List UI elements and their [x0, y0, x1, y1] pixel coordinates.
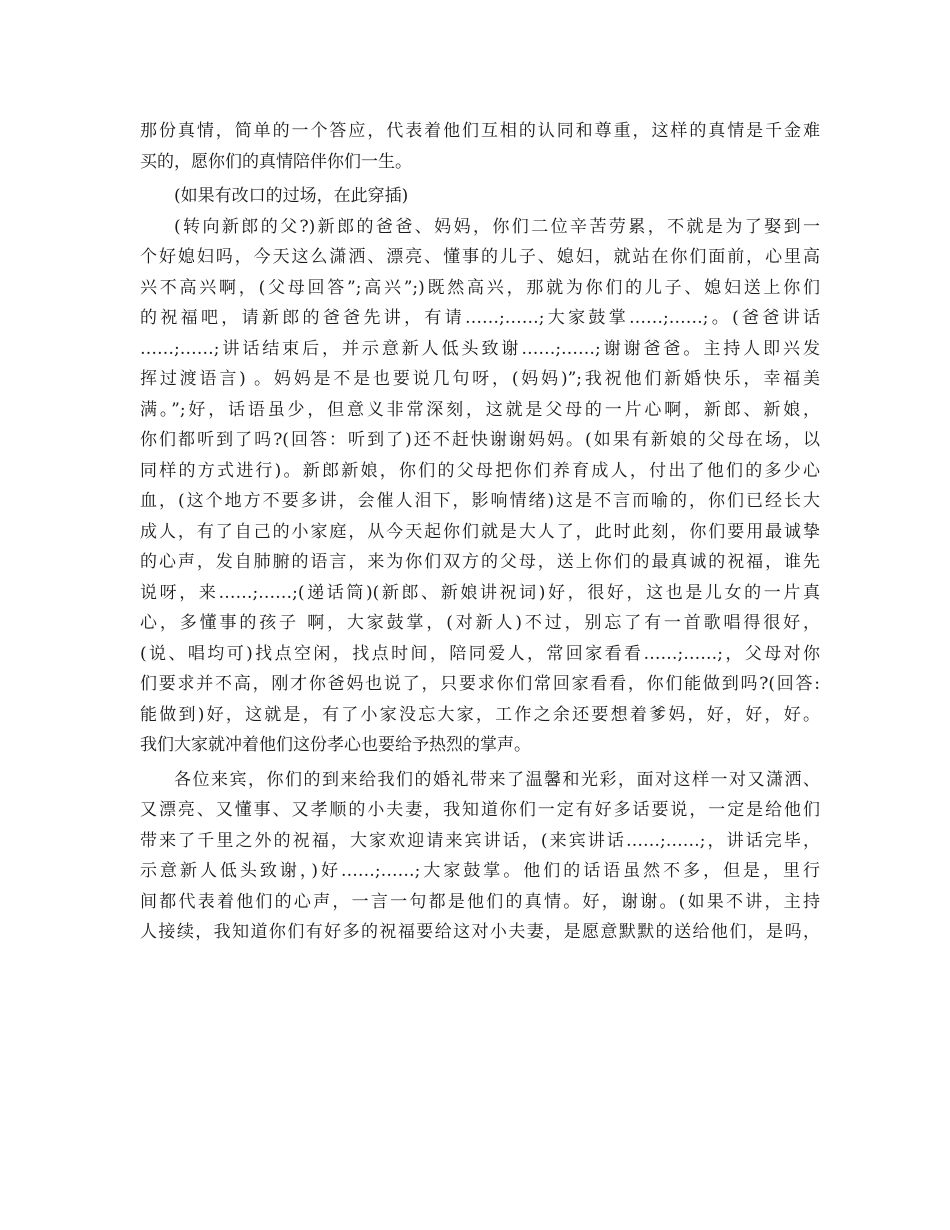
text-line: 间都代表着他们的心声，一言一句都是他们的真情。好，谢谢。(如果不讲，主持: [140, 891, 820, 912]
text-line: 我们大家就冲着他们这份孝心也要给予热烈的掌声。: [140, 735, 531, 755]
document-page: [140, 116, 820, 948]
text-line: 们要求并不高，刚才你爸妈也说了，只要求你们常回家看看，你们能做到吗?(回答:: [140, 674, 820, 694]
text-line: 买的，愿你们的真情陪伴你们一生。: [140, 151, 412, 172]
paragraph-note-name-change: [140, 181, 820, 212]
text-line: 的祝福吧，请新郎的爸爸先讲，有请……;……;大家鼓掌……;……;。(爸爸讲话: [140, 308, 820, 328]
text-line: 成人，有了自己的小家庭，从今天起你们就是大人了，此时此刻，你们要用最诚挚: [140, 521, 820, 542]
text-line: (转向新郎的父?)新郎的爸爸、妈妈，你们二位辛苦劳累，不就是为了娶到一: [174, 216, 820, 237]
text-line: 血，(这个地方不要多讲，会催人泪下，影响情绪)这是不言而喻的，你们已经长大: [140, 491, 820, 511]
text-line: 的心声，发自肺腑的语言，来为你们双方的父母，送上你们的最真诚的祝福，谁先: [140, 552, 820, 572]
text-line: 兴不高兴啊，(父母回答”;高兴”;)既然高兴，那就为你们的儿子、媳妇送上你们: [140, 277, 820, 298]
text-line: 示意新人低头致谢，)好……;……;大家鼓掌。他们的话语虽然不多，但是，里行: [140, 861, 820, 881]
text-line: (说、唱均可)找点空闲，找点时间，陪同爱人，常回家看看……;……;，父母对你: [140, 643, 820, 664]
text-line: 个好媳妇吗，今天这么潇洒、漂亮、懂事的儿子、媳妇，就站在你们面前，心里高: [140, 247, 820, 267]
text-line: 你们都听到了吗?(回答：听到了)还不赶快谢谢妈妈。(如果有新娘的父母在场，以: [140, 430, 820, 450]
text-line: 同样的方式进行)。新郎新娘，你们的父母把你们养育成人，付出了他们的多少心: [140, 460, 820, 481]
text-line: 说呀，来……;……;(递话筒)(新郎、新娘讲祝词)好，很好，这也是儿女的一片真: [140, 582, 820, 603]
text-line: 能做到)好，这就是，有了小家没忘大家，工作之余还要想着爹妈，好，好，好。: [140, 704, 820, 725]
text-line: 人接续，我知道你们有好多的祝福要给这对小夫妻，是愿意默默的送给他们，是吗，: [140, 922, 820, 942]
text-line: ……;……;讲话结束后，并示意新人低头致谢……;……;谢谢爸爸。主持人即兴发: [140, 338, 820, 359]
text-line: 满。”;好，话语虽少，但意义非常深刻，这就是父母的一片心啊，新郎、新娘，: [140, 399, 820, 420]
text-line: 挥过渡语言) 。妈妈是不是也要说几句呀，(妈妈)”;我祝他们新婚快乐，幸福美: [140, 369, 820, 389]
paragraph-guests-speech: [140, 765, 820, 948]
text-line: 那份真情，简单的一个答应，代表着他们互相的认同和尊重，这样的真情是千金难: [140, 121, 820, 141]
text-line: 带来了千里之外的祝福，大家欢迎请来宾讲话，(来宾讲话……;……;，讲话完毕，: [140, 830, 820, 851]
text-line: 又漂亮、又懂事、又孝顺的小夫妻，我知道你们一定有好多话要说，一定是给他们: [140, 800, 820, 820]
paragraph-closing-of-vows: [140, 116, 820, 177]
text-line: 心，多懂事的孩子 啊，大家鼓掌，(对新人)不过，别忘了有一首歌唱得很好，: [140, 613, 820, 633]
paragraph-parents-speech: [140, 212, 820, 761]
text-line: 各位来宾，你们的到来给我们的婚礼带来了温馨和光彩，面对这样一对又潇洒、: [174, 769, 820, 790]
text-line: (如果有改口的过场，在此穿插): [174, 186, 409, 206]
